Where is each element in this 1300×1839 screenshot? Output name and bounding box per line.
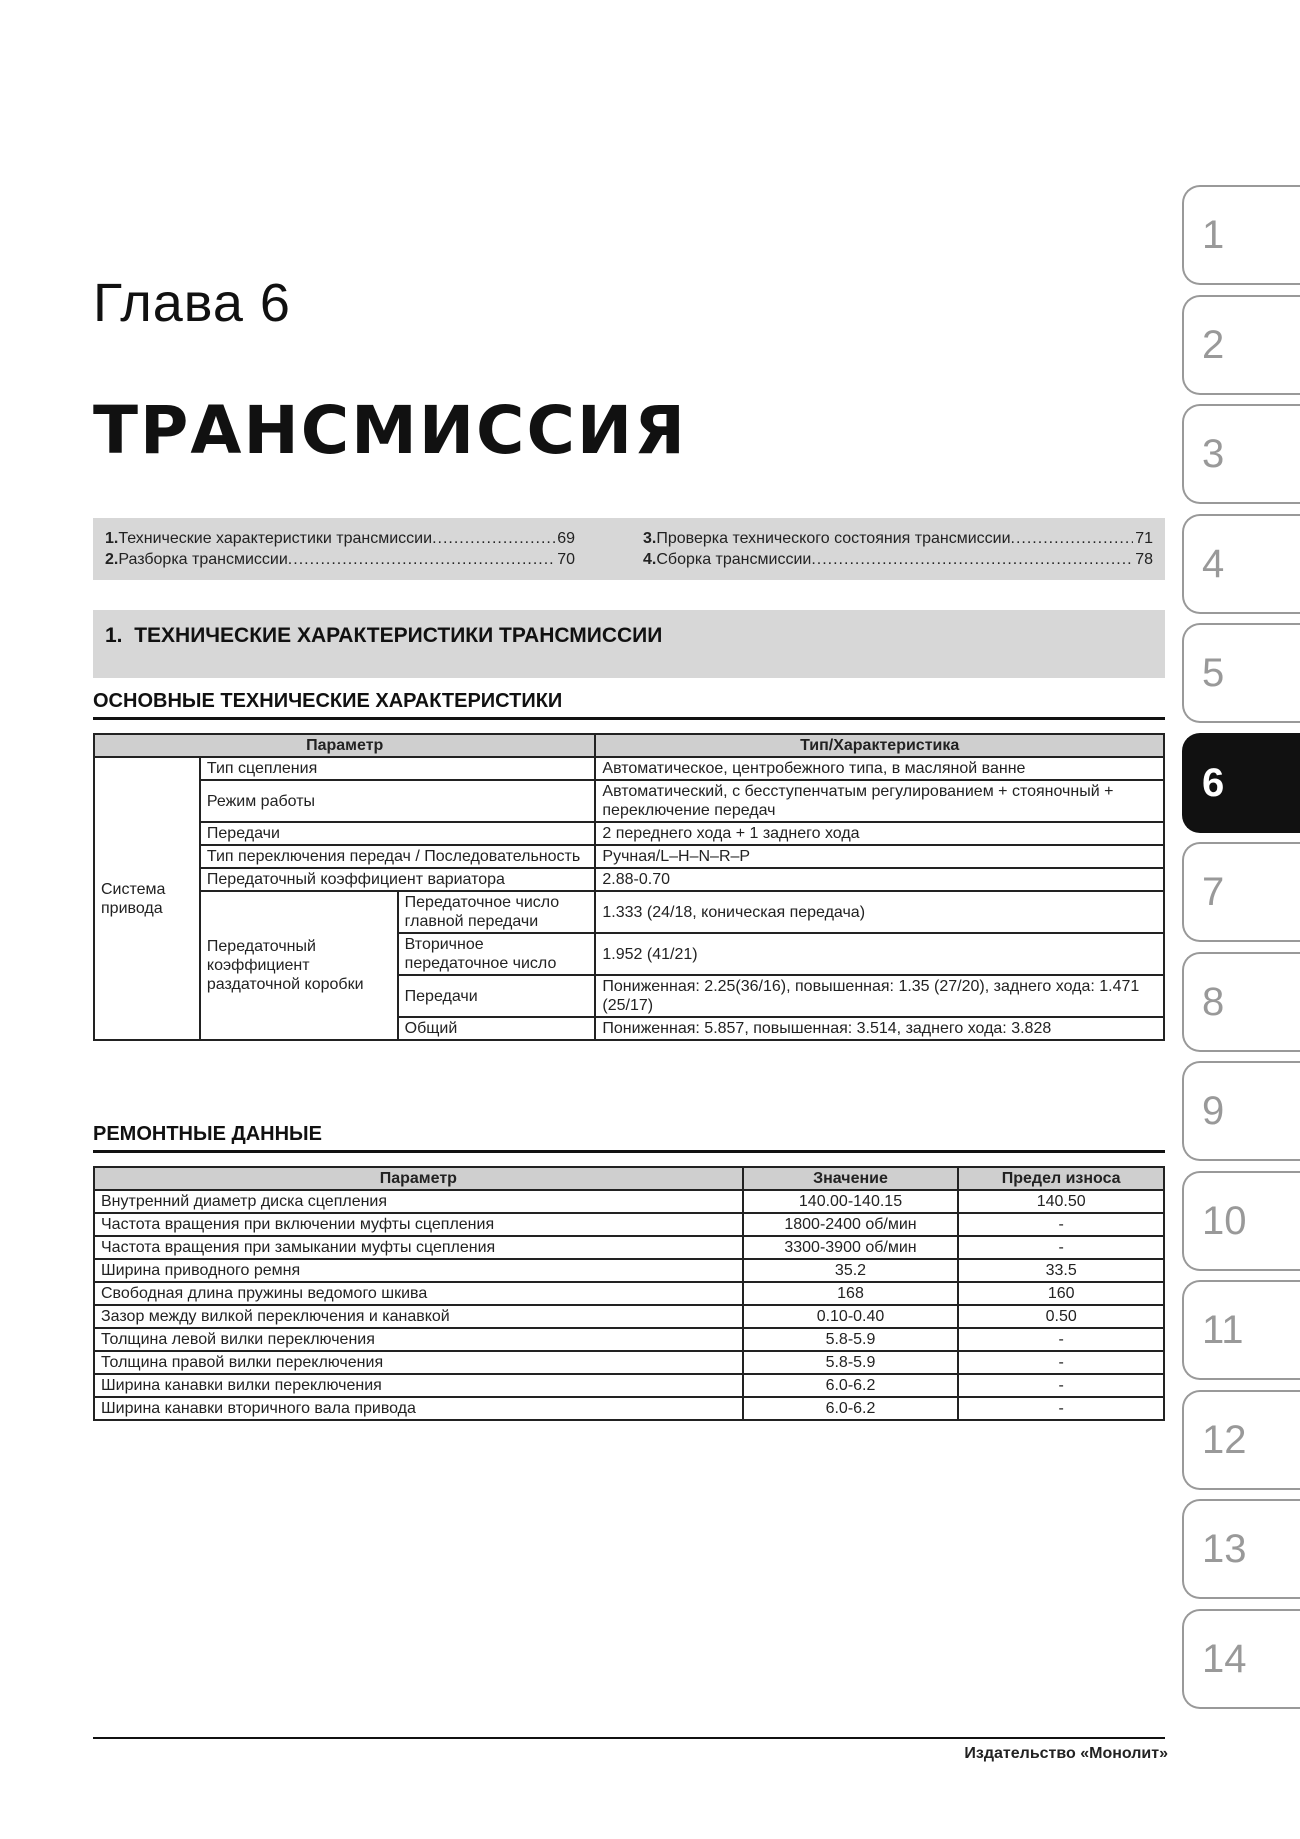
toc-item[interactable]: 3. Проверка технического состояния трансмиссии ..... 71	[643, 530, 1153, 548]
limit-cell: -	[958, 1351, 1164, 1374]
section-title: ТЕХНИЧЕСКИЕ ХАРАКТЕРИСТИКИ ТРАНСМИССИИ	[134, 624, 663, 647]
param-cell: Ширина приводного ремня	[94, 1259, 743, 1282]
param-cell: Режим работы	[200, 780, 595, 822]
param-cell: Передаточное число главной передачи	[398, 891, 596, 933]
param-cell: Частота вращения при замыкании муфты сцепления	[94, 1236, 743, 1259]
value-cell: 3300-3900 об/мин	[743, 1236, 959, 1259]
param-cell: Частота вращения при включении муфты сцепления	[94, 1213, 743, 1236]
chapter-tab-label: 14	[1202, 1636, 1247, 1681]
table-row	[94, 1190, 1164, 1213]
table-row	[94, 1305, 1164, 1328]
chapter-tab-label: 4	[1202, 541, 1225, 586]
chapter-tab-label: 3	[1202, 432, 1225, 476]
chapter-tab-14[interactable]	[1182, 1609, 1300, 1709]
group-cell: Система привода	[94, 757, 200, 1040]
value-cell: Пониженная: 2.25(36/16), повышенная: 1.35 (27/20), заднего хода: 1.471 (25/17)	[595, 975, 1164, 1017]
value-cell: 168	[743, 1282, 959, 1305]
param-cell: Зазор между вилкой переключения и канавкой	[94, 1305, 743, 1328]
param-cell: Тип сцепления	[200, 757, 595, 780]
chapter-tab-7[interactable]	[1182, 842, 1300, 942]
param-cell: Передачи	[398, 975, 596, 1017]
table-row	[94, 780, 1164, 822]
chapter-tab-label: 6	[1202, 760, 1225, 805]
chapter-tab-label: 2	[1202, 322, 1225, 367]
table-row	[94, 868, 1164, 891]
chapter-tab-9[interactable]	[1182, 1061, 1300, 1161]
value-cell: Пониженная: 5.857, повышенная: 3.514, заднего хода: 3.828	[595, 1017, 1164, 1040]
column-header: Предел износа	[958, 1167, 1164, 1190]
chapter-tab-label: 9	[1202, 1089, 1225, 1133]
value-cell: 6.0-6.2	[743, 1374, 959, 1397]
chapter-tab-6[interactable]	[1182, 733, 1300, 833]
chapter-label: Глава 6	[93, 273, 291, 333]
chapter-tab-12[interactable]	[1182, 1390, 1300, 1490]
table-row	[94, 1351, 1164, 1374]
table-of-contents	[93, 518, 1165, 580]
chapter-tab-label: 1	[1202, 213, 1225, 257]
limit-cell: -	[958, 1213, 1164, 1236]
chapter-tab-13[interactable]	[1182, 1499, 1300, 1599]
column-header: Параметр	[94, 1167, 743, 1190]
toc-item[interactable]: 1. Технические характеристики трансмиссии ..... 69	[105, 530, 575, 548]
page-title: ТРАНСМИССИЯ	[93, 392, 687, 469]
table-row	[94, 822, 1164, 845]
value-cell: 1.333 (24/18, коническая передача)	[595, 891, 1164, 933]
chapter-tab-label: 7	[1202, 870, 1225, 914]
table-row	[94, 757, 1164, 780]
value-cell: 5.8-5.9	[743, 1328, 959, 1351]
repair-table	[93, 1166, 1165, 1421]
specs-table	[93, 733, 1165, 1041]
value-cell: Автоматический, с бесступенчатым регулированием + стояночный + переключение передач	[595, 780, 1164, 822]
value-cell: 2 переднего хода + 1 заднего хода	[595, 822, 1164, 845]
column-header: Параметр	[94, 734, 595, 757]
table-row	[94, 1236, 1164, 1259]
param-cell: Свободная длина пружины ведомого шкива	[94, 1282, 743, 1305]
value-cell: 2.88-0.70	[595, 868, 1164, 891]
table-row	[94, 1328, 1164, 1351]
chapter-tab-1[interactable]	[1182, 185, 1300, 285]
column-header: Тип/Характеристика	[595, 734, 1164, 757]
specs-heading: ОСНОВНЫЕ ТЕХНИЧЕСКИЕ ХАРАКТЕРИСТИКИ	[93, 690, 1165, 720]
param-cell: Передаточный коэффициент вариатора	[200, 868, 595, 891]
table-row	[94, 1282, 1164, 1305]
chapter-tab-label: 5	[1202, 651, 1225, 695]
param-cell: Передачи	[200, 822, 595, 845]
subgroup-cell: Передаточный коэффициент раздаточной коробки	[200, 891, 398, 1040]
value-cell: 140.00-140.15	[743, 1190, 959, 1213]
param-cell: Ширина канавки вилки переключения	[94, 1374, 743, 1397]
param-cell: Толщина левой вилки переключения	[94, 1328, 743, 1351]
table-row	[94, 1397, 1164, 1420]
param-cell: Тип переключения передач / Последовательность	[200, 845, 595, 868]
chapter-tab-label: 11	[1202, 1308, 1244, 1352]
chapter-tab-label: 8	[1202, 979, 1225, 1024]
param-cell: Общий	[398, 1017, 596, 1040]
param-cell: Толщина правой вилки переключения	[94, 1351, 743, 1374]
limit-cell: -	[958, 1397, 1164, 1420]
limit-cell: 160	[958, 1282, 1164, 1305]
param-cell: Вторичное передаточное число	[398, 933, 596, 975]
table-row	[94, 1374, 1164, 1397]
table-row	[94, 891, 1164, 933]
value-cell: 35.2	[743, 1259, 959, 1282]
limit-cell: -	[958, 1236, 1164, 1259]
limit-cell: 140.50	[958, 1190, 1164, 1213]
chapter-tab-3[interactable]	[1182, 404, 1300, 504]
chapter-tab-2[interactable]	[1182, 295, 1300, 395]
repair-heading: РЕМОНТНЫЕ ДАННЫЕ	[93, 1123, 1165, 1153]
chapter-tab-4[interactable]	[1182, 514, 1300, 614]
section-number: 1.	[105, 624, 123, 647]
chapter-tab-10[interactable]	[1182, 1171, 1300, 1271]
table-row	[94, 1259, 1164, 1282]
footer-divider	[93, 1737, 1165, 1739]
limit-cell: 0.50	[958, 1305, 1164, 1328]
chapter-tab-11[interactable]	[1182, 1280, 1300, 1380]
chapter-tab-label: 13	[1202, 1527, 1247, 1571]
value-cell: Автоматическое, центробежного типа, в масляной ванне	[595, 757, 1164, 780]
limit-cell: -	[958, 1374, 1164, 1397]
limit-cell: -	[958, 1328, 1164, 1351]
value-cell: Ручная/L–H–N–R–P	[595, 845, 1164, 868]
table-row	[94, 1213, 1164, 1236]
column-header: Значение	[743, 1167, 959, 1190]
chapter-tab-label: 10	[1202, 1198, 1247, 1243]
value-cell: 5.8-5.9	[743, 1351, 959, 1374]
chapter-tab-5[interactable]	[1182, 623, 1300, 723]
table-header-row	[94, 1167, 1164, 1190]
publisher-footer: Издательство «Монолит»	[964, 1745, 1168, 1762]
section-header	[93, 610, 1165, 678]
chapter-tab-8[interactable]	[1182, 952, 1300, 1052]
value-cell: 6.0-6.2	[743, 1397, 959, 1420]
table-header-row	[94, 734, 1164, 757]
value-cell: 0.10-0.40	[743, 1305, 959, 1328]
param-cell: Ширина канавки вторичного вала привода	[94, 1397, 743, 1420]
limit-cell: 33.5	[958, 1259, 1164, 1282]
param-cell: Внутренний диаметр диска сцепления	[94, 1190, 743, 1213]
toc-item[interactable]: 2. Разборка трансмиссии ..... 70	[105, 551, 575, 569]
table-row	[94, 845, 1164, 868]
toc-item[interactable]: 4. Сборка трансмиссии ..... 78	[643, 551, 1153, 569]
value-cell: 1800-2400 об/мин	[743, 1213, 959, 1236]
value-cell: 1.952 (41/21)	[595, 933, 1164, 975]
chapter-tab-label: 12	[1202, 1417, 1247, 1462]
